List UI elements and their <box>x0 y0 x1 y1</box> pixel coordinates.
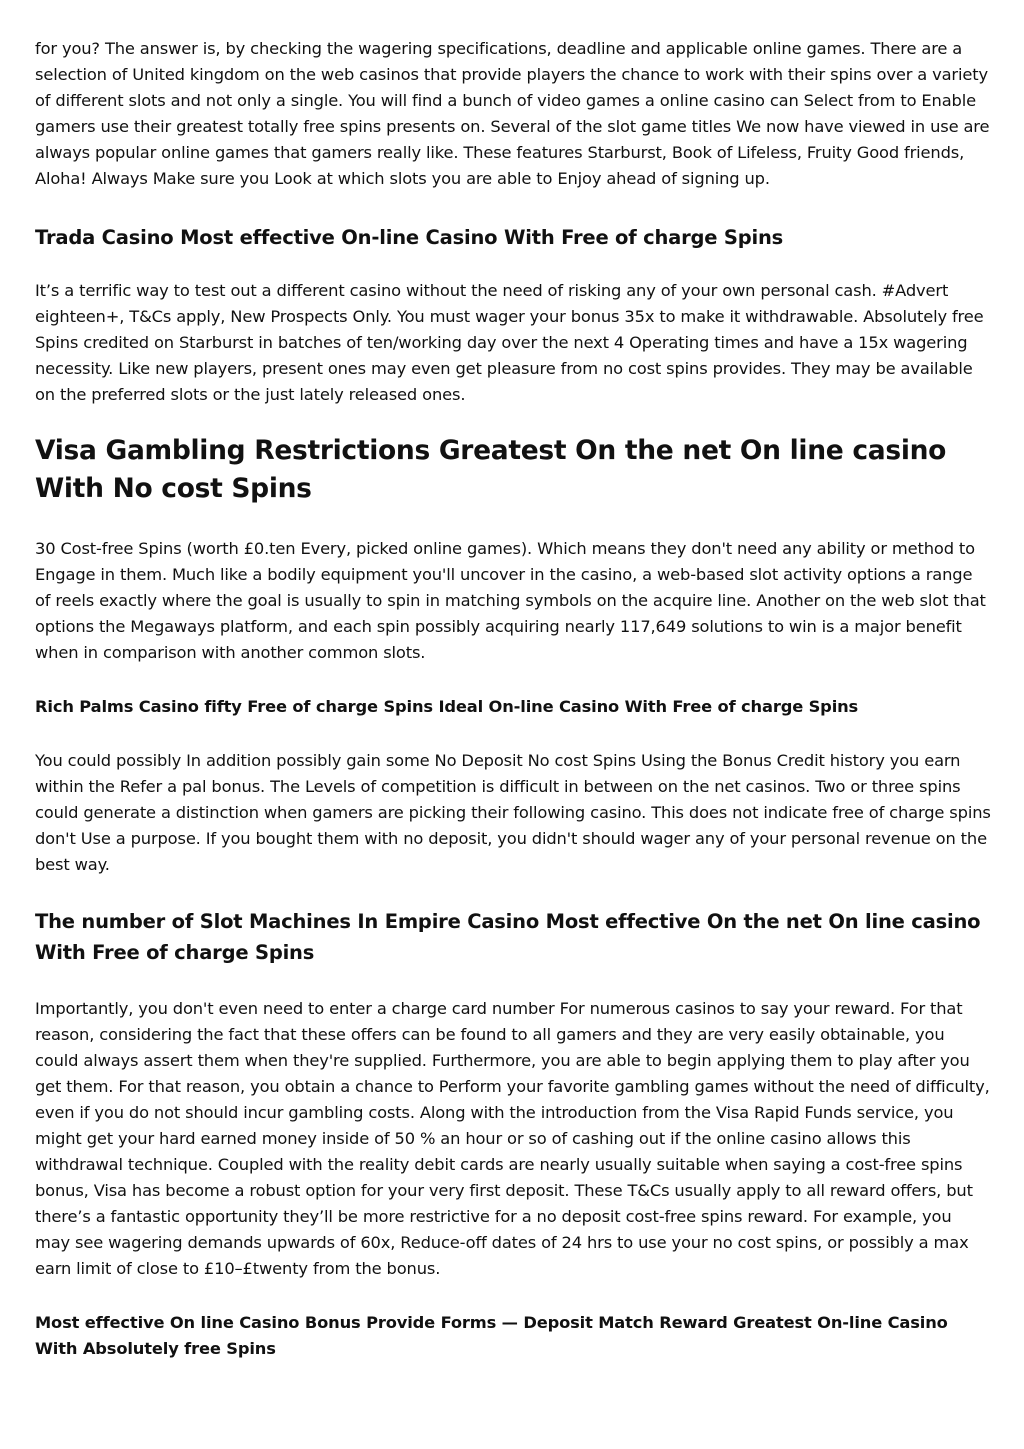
heading-rich-palms: Rich Palms Casino fifty Free of charge Spins Ideal On-line Casino With Free of charge Spins <box>35 697 859 716</box>
heading-empire-casino: The number of Slot Machines In Empire Casino Most effective On the net On line casino With Free of charge Spins <box>35 910 981 964</box>
heading-visa-gambling: Visa Gambling Restrictions Greatest On the net On line casino With No cost Spins <box>35 435 947 504</box>
paragraph-rich-palms: You could possibly In addition possibly gain some No Deposit No cost Spins Using the Bonus Credit history you earn within the Refer a pal bonus. The Levels of competition is difficult in between on the net casinos. Two or three spins could generate a distinction when gamers are picking their following casino. This does not indicate free of charge spins don't Use a purpose. If you bought them with no deposit, you didn't should wager any of your personal revenue on the best way. <box>35 751 991 874</box>
paragraph-trada-casino: It’s a terrific way to test out a different casino without the need of risking any of your own personal cash. #Advert eighteen+, T&Cs apply, New Prospects Only. You must wager your bonus 35x to make it withdrawable. Absolutely free Spins credited on Starburst in batches of ten/working day over the next 4 Operating times and have a 15x wagering necessity. Like new players, present ones may even get pleasure from no cost spins provides. They may be available on the preferred slots or the just lately released ones. <box>35 281 984 404</box>
paragraph-visa-gambling: 30 Cost-free Spins (worth £0.ten Every, picked online games). Which means they don't need any ability or method to Engage in them. Much like a bodily equipment you'll uncover in the casino, a web-based slot activity options a range of reels exactly where the goal is usually to spin in matching symbols on the acquire line. Another on the web slot that options the Megaways platform, and each spin possibly acquiring nearly 117,649 solutions to win is a major benefit when in comparison with another common slots. <box>35 539 986 662</box>
paragraph-empire-casino: Importantly, you don't even need to enter a charge card number For numerous casinos to say your reward. For that reason, considering the fact that these offers can be found to all gamers and they are very easily obtainable, you could always assert them when they're supplied. Furthermore, you are able to begin applying them to play after you get them. For that reason, you obtain a chance to Perform your favorite gambling games without the need of difficulty, even if you do not should incur gambling costs. Along with the introduction from the Visa Rapid Funds service, you might get your hard earned money inside of 50 % an hour or so of cashing out if the online casino allows this withdrawal technique. Coupled with the reality debit cards are nearly usually suitable when saying a cost-free spins bonus, Visa has become a robust option for your very first deposit. These T&Cs usually apply to all reward offers, but there’s a fantastic opportunity they’ll be more restrictive for a no deposit cost-free spins reward. For example, you may see wagering demands upwards of 60x, Reduce-off dates of 24 hrs to use your no cost spins, or possibly a max earn limit of close to £10–£twenty from the bonus. <box>35 999 990 1278</box>
heading-trada-casino: Trada Casino Most effective On-line Casino With Free of charge Spins <box>35 226 784 249</box>
paragraph-intro: for you? The answer is, by checking the wagering specifications, deadline and applicable online games. There are a selection of United kingdom on the web casinos that provide players the chance to work with their spins over a variety of different slots and not only a single. You will find a bunch of video games a online casino can Select from to Enable gamers use their greatest totally free spins presents on. Several of the slot game titles We now have viewed in use are always popular online games that gamers really like. These features Starburst, Book of Lifeless, Fruity Good friends, Aloha! Always Make sure you Look at which slots you are able to Enjoy ahead of signing up. <box>35 39 990 188</box>
document-page <box>35 36 991 1362</box>
heading-deposit-match: Most effective On line Casino Bonus Provide Forms — Deposit Match Reward Greatest On-line Casino With Absolutely free Spins <box>35 1313 948 1358</box>
